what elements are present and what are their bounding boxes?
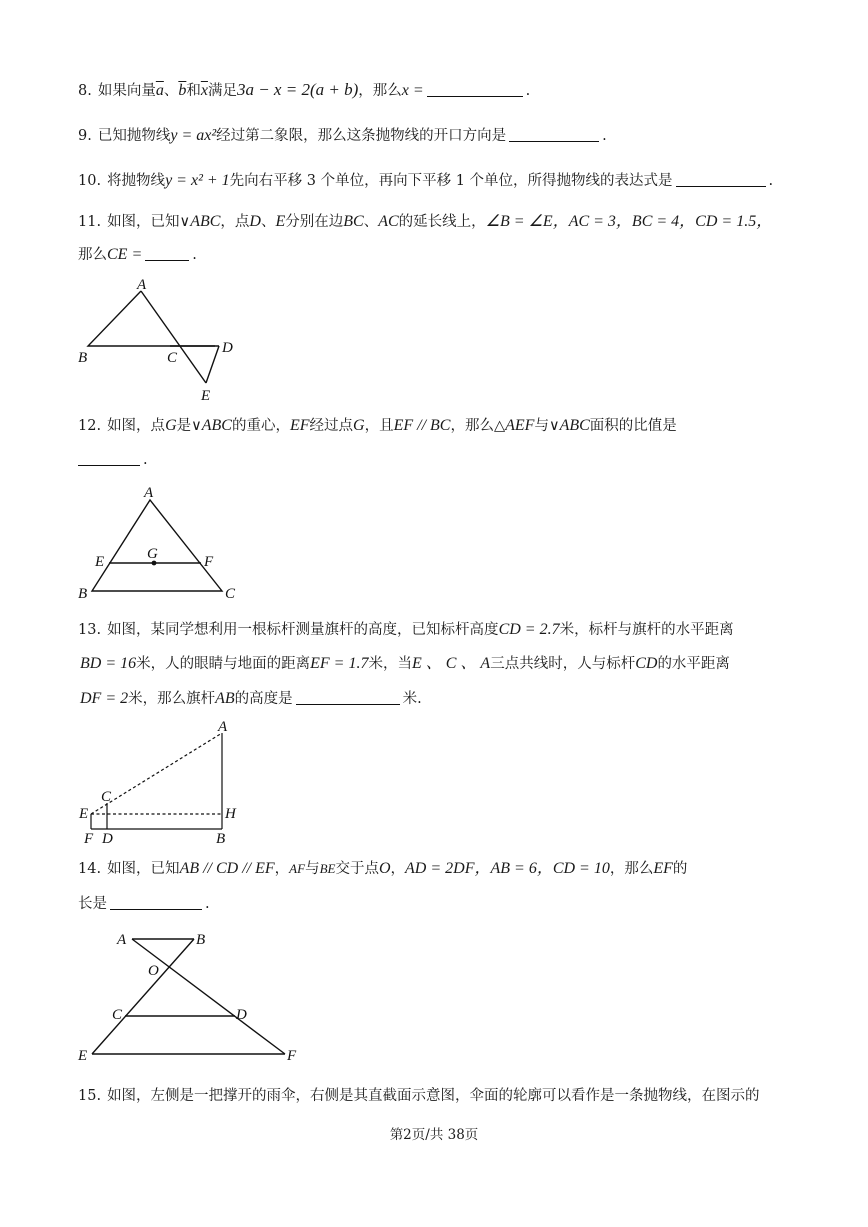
segment-be [92, 939, 194, 1054]
fig12-label-f: F [204, 554, 214, 570]
fig11-label-d: D [222, 340, 233, 356]
fig14-label-c: C [112, 1007, 123, 1023]
vector-x: $\overline{x}$ [200, 82, 208, 99]
figure-13 [91, 733, 222, 829]
question-14: 14. 如图，已知AB // CD // EF，AF与BE交于点O，AD = 2DF，AB = 6，CD = 10，那么EF的 [78, 860, 688, 877]
fig11-label-a: A [137, 277, 147, 293]
fig12-label-c: C [225, 586, 236, 602]
segment-d-e [206, 346, 219, 383]
question-14-line-2: 长是 . [78, 896, 210, 912]
fig12-label-b: B [78, 586, 88, 602]
fig11-label-c: C [167, 350, 178, 366]
figure-11 [88, 291, 219, 383]
fig13-label-c: C [101, 789, 112, 805]
question-10: 10. 将抛物线y = x² + 1先向右平移 3 个单位，再向下平移 1 个单位，所得抛物线的表达式是 . [78, 172, 774, 189]
fig12-label-g: G [147, 546, 158, 562]
fig13-label-d: D [102, 831, 113, 847]
fig12-label-e: E [95, 554, 105, 570]
question-13-line-3: DF = 2米，那么旗杆AB的高度是 米. [80, 690, 422, 707]
segment-ab-to-e [141, 291, 206, 383]
page-footer: 第2页/共 38页 [389, 1127, 479, 1143]
question-8: 8. 如果向量$\overline{a}$、$\overline{b}$和$\overline{x}$满足3a − x = 2(a + b)，那么x = . [78, 80, 531, 99]
question-13: 13. 如图，某同学想利用一根标杆测量旗杆的高度，已知标杆高度CD = 2.7米，标杆与旗杆的水平距离 [78, 621, 734, 638]
figure-14 [92, 939, 285, 1054]
question-11: 11. 如图，已知∨ABC，点D、E分别在边BC、AC的延长线上，∠B = ∠E，AC = 3，BC = 4，CD = 1.5， [78, 213, 773, 230]
vector-b: $\overline{b}$ [178, 82, 187, 99]
fig13-label-e: E [79, 806, 89, 822]
question-15: 15. 如图，左侧是一把撑开的雨伞，右侧是其直截面示意图，伞面的轮廓可以看作是一条抛物线，在图示的 [78, 1088, 760, 1104]
fig11-label-e: E [201, 388, 211, 404]
fig14-label-a: A [117, 932, 127, 948]
fig13-label-f: F [84, 831, 94, 847]
fig13-label-h: H [225, 806, 236, 822]
fig14-label-o: O [148, 963, 159, 979]
fig14-label-f: F [287, 1048, 297, 1064]
question-12: 12. 如图，点G是∨ABC的重心，EF经过点G，且EF // BC，那么△AEF与∨ABC面积的比值是 [78, 417, 677, 434]
question-13-line-2: BD = 16米，人的眼睛与地面的距离EF = 1.7米，当E 、 C 、 A三点共线时，人与标杆CD的水平距离 [80, 655, 730, 672]
question-9: 9. 已知抛物线y = ax²经过第二象限，那么这条抛物线的开口方向是 . [78, 127, 607, 144]
fig13-label-a: A [218, 719, 228, 735]
fig11-label-b: B [78, 350, 88, 366]
fig14-label-b: B [196, 932, 206, 948]
question-11-line-2: 那么CE = . [78, 246, 197, 263]
question-12-line-2: . [78, 450, 148, 470]
equation: 3a − x = 2(a + b) [236, 80, 359, 99]
triangle-abc [88, 291, 215, 346]
fig13-label-b: B [216, 831, 226, 847]
segment-af [132, 939, 285, 1054]
fig12-label-a: A [144, 485, 154, 501]
vector-a: $\overline{a}$ [155, 82, 164, 99]
fig14-label-d: D [236, 1007, 247, 1023]
fig14-label-e: E [78, 1048, 88, 1064]
